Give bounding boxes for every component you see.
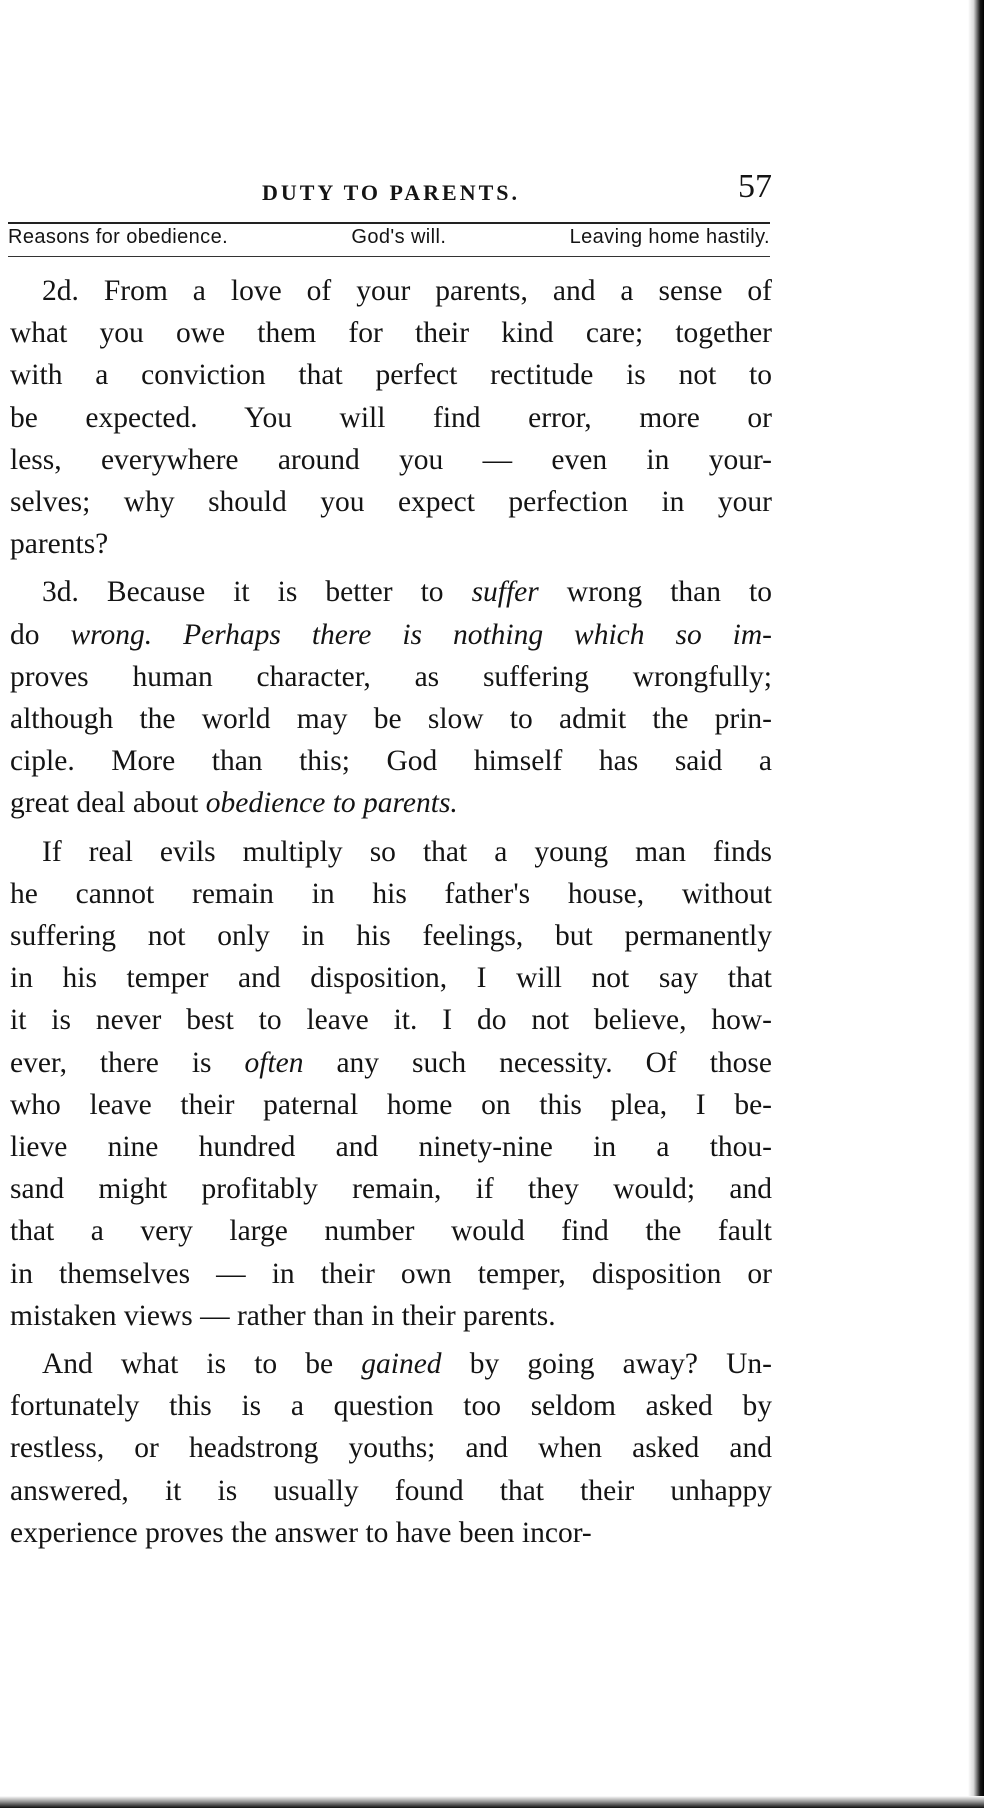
running-head bbox=[10, 168, 772, 214]
text-line bbox=[10, 1470, 772, 1512]
page-edge-shadow-right bbox=[968, 0, 984, 1808]
text-line bbox=[10, 740, 772, 782]
paragraph bbox=[10, 1343, 772, 1554]
text-run: with a conviction that perfect rectitude is not to bbox=[10, 359, 772, 392]
italic-emphasis: gained bbox=[361, 1348, 442, 1381]
text-line bbox=[10, 873, 772, 915]
text-run: mistaken views — rather than in their parents. bbox=[10, 1299, 556, 1332]
text-run: experience proves the answer to have been incor- bbox=[10, 1516, 592, 1549]
text-run: although the world may be slow to admit the prin- bbox=[10, 703, 772, 736]
text-run: ever, there is bbox=[10, 1046, 245, 1079]
text-run: it is never best to leave it. I do not believe, how- bbox=[10, 1004, 772, 1037]
text-run: sand might profitably remain, if they would; and bbox=[10, 1173, 772, 1206]
subhead-gods-will: God's will. bbox=[351, 226, 447, 248]
text-run: lieve nine hundred and ninety-nine in a thou- bbox=[10, 1131, 772, 1164]
header-rule bbox=[8, 222, 770, 224]
body-text bbox=[10, 270, 772, 1554]
italic-emphasis: obedience to parents. bbox=[205, 787, 458, 820]
text-line bbox=[10, 312, 772, 354]
text-line bbox=[10, 1427, 772, 1469]
text-line bbox=[10, 698, 772, 740]
text-run: in his temper and disposition, I will not say that bbox=[10, 962, 772, 995]
paragraph bbox=[10, 270, 772, 565]
text-run: by going away? Un- bbox=[441, 1348, 772, 1381]
text-line bbox=[10, 397, 772, 439]
running-title: DUTY TO PARENTS. bbox=[261, 180, 521, 205]
text-line bbox=[10, 957, 772, 999]
text-run: suffering not only in his feelings, but permanently bbox=[10, 920, 772, 953]
page-edge-shadow-bottom bbox=[0, 1796, 984, 1808]
text-run: And what is to be bbox=[42, 1348, 362, 1381]
text-run: parents? bbox=[10, 528, 109, 561]
text-line bbox=[10, 1168, 772, 1210]
text-line bbox=[10, 1295, 772, 1337]
text-run: ciple. More than this; God himself has said a bbox=[10, 745, 772, 778]
text-run: any such necessity. Of those bbox=[303, 1046, 772, 1079]
text-line bbox=[10, 1253, 772, 1295]
text-line bbox=[10, 481, 772, 523]
text-run: answered, it is usually found that their unhappy bbox=[10, 1474, 772, 1507]
text-line bbox=[10, 782, 772, 824]
text-line bbox=[10, 1210, 772, 1252]
text-run: in themselves — in their own temper, disposition or bbox=[10, 1257, 772, 1290]
text-line bbox=[10, 1126, 772, 1168]
text-run: less, everywhere around you — even in your- bbox=[10, 443, 772, 476]
page-number: 57 bbox=[738, 168, 772, 205]
text-run: selves; why should you expect perfection in your bbox=[10, 486, 772, 519]
text-line bbox=[10, 1385, 772, 1427]
text-line bbox=[10, 523, 772, 565]
subhead-leaving-home: Leaving home hastily. bbox=[569, 226, 770, 248]
text-line bbox=[10, 1084, 772, 1126]
subhead-reasons: Reasons for obedience. bbox=[8, 226, 229, 248]
italic-emphasis: suffer bbox=[471, 576, 539, 609]
text-run: proves human character, as suffering wrongfully; bbox=[10, 660, 772, 693]
subhead-rule bbox=[8, 256, 770, 257]
text-run: great deal about bbox=[10, 787, 206, 820]
text-line bbox=[10, 439, 772, 481]
text-line bbox=[10, 1343, 772, 1385]
text-run: do bbox=[10, 618, 40, 651]
text-run: who leave their paternal home on this plea, I be- bbox=[10, 1088, 772, 1121]
text-run: 3d. Because it is better to bbox=[42, 576, 472, 609]
text-run: fortunately this is a question too seldom asked by bbox=[10, 1390, 772, 1423]
text-line bbox=[10, 614, 772, 656]
text-run: what you owe them for their kind care; together bbox=[10, 317, 772, 350]
text-run: 2d. From a love of your parents, and a sense of bbox=[42, 275, 772, 307]
text-line bbox=[10, 571, 772, 613]
text-run: that a very large number would find the fault bbox=[10, 1215, 772, 1248]
text-run: he cannot remain in his father's house, without bbox=[10, 877, 772, 910]
text-line bbox=[10, 915, 772, 957]
text-line bbox=[10, 270, 772, 312]
text-run: be expected. You will find error, more or bbox=[10, 401, 772, 434]
italic-emphasis: often bbox=[244, 1046, 304, 1079]
text-line bbox=[10, 656, 772, 698]
paragraph bbox=[10, 571, 772, 824]
paragraph bbox=[10, 831, 772, 1337]
text-line bbox=[10, 354, 772, 396]
text-run: wrong than to bbox=[538, 576, 772, 609]
text-line bbox=[10, 1512, 772, 1554]
text-line bbox=[10, 999, 772, 1041]
text-run: restless, or headstrong youths; and when asked and bbox=[10, 1432, 772, 1465]
section-subheads bbox=[8, 226, 770, 254]
text-line bbox=[10, 831, 772, 873]
text-line bbox=[10, 1042, 772, 1084]
italic-emphasis: wrong. Perhaps there is nothing which so im- bbox=[39, 618, 772, 651]
text-run: If real evils multiply so that a young man finds bbox=[42, 835, 772, 868]
